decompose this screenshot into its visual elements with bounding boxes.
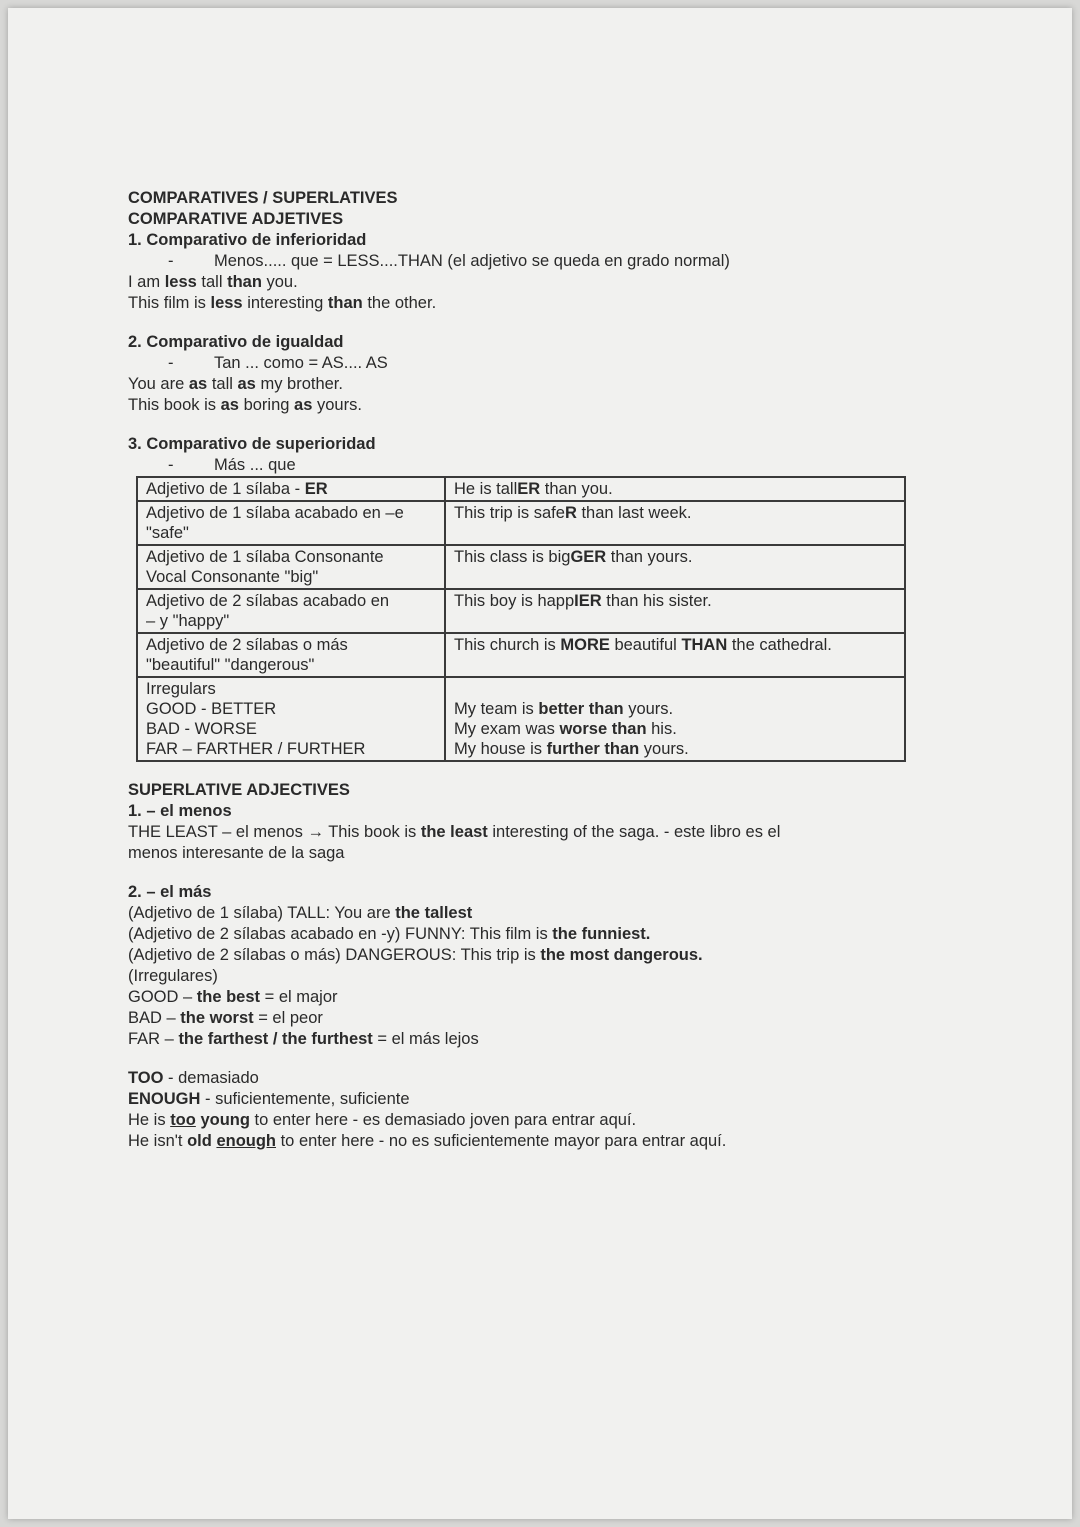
text: (Adjetivo de 1 sílaba) TALL: You are — [128, 904, 396, 922]
text: yours. — [623, 700, 674, 718]
irregular-superlative-2 — [128, 1008, 918, 1029]
bold-text: the best — [196, 988, 261, 1006]
text: = el más lejos — [372, 1030, 479, 1048]
text: - demasiado — [163, 1069, 259, 1087]
mas-line-1 — [128, 903, 918, 924]
text: THE LEAST – el menos → This book is — [128, 823, 421, 841]
text: This film is — [128, 294, 211, 312]
text: This book is — [128, 396, 221, 414]
bold-text: less — [210, 294, 243, 312]
text: boring — [238, 396, 295, 414]
text: My exam was — [454, 720, 560, 738]
rule-superioridad: - Más ... que — [168, 456, 296, 474]
text: Vocal Consonante "big" — [146, 568, 319, 586]
text: tall — [207, 375, 238, 393]
table-row — [137, 589, 905, 633]
example-igualdad-1 — [128, 374, 918, 395]
text: Adjetivo de 1 sílaba acabado en –e — [146, 504, 404, 522]
irregular-example-1 — [454, 699, 896, 719]
enough-definition — [128, 1089, 918, 1110]
bold-text: ENOUGH — [128, 1090, 201, 1108]
table-cell-example — [445, 589, 905, 633]
mas-line-3 — [128, 945, 918, 966]
rule-text: Tan ... como = AS.... AS — [214, 354, 388, 372]
text: my brother. — [255, 375, 343, 393]
comparative-table — [136, 476, 906, 762]
menos-line-2: menos interesante de la saga — [128, 844, 345, 862]
bold-text: ER — [304, 480, 328, 498]
rule-text: Más ... que — [214, 456, 296, 474]
bold-text: than — [327, 294, 363, 312]
text: He is — [128, 1111, 171, 1129]
bold-text: old — [187, 1132, 212, 1150]
text: you. — [261, 273, 298, 291]
irregulares-label: (Irregulares) — [128, 967, 218, 985]
irregular-example-2 — [454, 719, 896, 739]
text: than last week. — [576, 504, 692, 522]
bold-text: further than — [546, 740, 640, 758]
table-row — [137, 633, 905, 677]
bold-text: the tallest — [395, 904, 473, 922]
table-cell-rule — [137, 545, 445, 589]
text: "safe" — [146, 524, 189, 542]
table-cell-rule — [137, 589, 445, 633]
text: BAD – — [128, 1009, 181, 1027]
table-cell-example — [445, 501, 905, 545]
bold-text: as — [188, 375, 208, 393]
heading-el-menos: 1. – el menos — [128, 802, 232, 820]
table-cell-example — [445, 477, 905, 501]
bold-text: worse than — [559, 720, 647, 738]
bold-text: THAN — [681, 636, 728, 654]
bold-text: better than — [538, 700, 624, 718]
table-cell-example — [445, 677, 905, 761]
text: tall — [196, 273, 228, 291]
text: to enter here - no es suficientemente mayor para entrar aquí. — [276, 1132, 727, 1150]
rule-inferioridad: - Menos..... que = LESS....THAN (el adjetivo se queda en grado normal) — [168, 252, 730, 270]
underlined-bold-text: enough — [216, 1132, 277, 1150]
underlined-bold-text: too — [170, 1111, 196, 1129]
text: than his sister. — [601, 592, 712, 610]
example-igualdad-2 — [128, 395, 918, 416]
text: (Adjetivo de 2 sílabas o más) DANGEROUS: This trip is — [128, 946, 541, 964]
bold-text: TOO — [128, 1069, 164, 1087]
bold-text: ER — [517, 480, 541, 498]
table-row — [137, 477, 905, 501]
bold-text: than — [227, 273, 262, 291]
heading-superioridad: 3. Comparativo de superioridad — [128, 435, 376, 453]
rule-igualdad: - Tan ... como = AS.... AS — [168, 354, 388, 372]
bold-text: GER — [570, 548, 607, 566]
heading-el-mas: 2. – el más — [128, 883, 212, 901]
text: He is tall — [454, 480, 518, 498]
bold-text: as — [237, 375, 256, 393]
text: He isn't — [128, 1132, 188, 1150]
irregular-superlative-3 — [128, 1029, 918, 1050]
text: This trip is safe — [454, 504, 565, 522]
text: beautiful — [609, 636, 682, 654]
text: This class is big — [454, 548, 571, 566]
bold-text: the most dangerous. — [540, 946, 703, 964]
menos-line-1 — [128, 822, 918, 843]
text: Adjetivo de 1 sílaba - — [146, 480, 305, 498]
table-cell-rule — [137, 677, 445, 761]
too-example — [128, 1110, 918, 1131]
text: the other. — [362, 294, 437, 312]
text: BAD - WORSE — [146, 720, 257, 738]
table-cell-example — [445, 545, 905, 589]
table-cell-example — [445, 633, 905, 677]
mas-line-2 — [128, 924, 918, 945]
bold-text: as — [294, 396, 313, 414]
text: than you. — [540, 480, 613, 498]
text: My team is — [454, 700, 539, 718]
text: FAR – — [128, 1030, 179, 1048]
text: Adjetivo de 2 sílabas o más — [146, 636, 348, 654]
text: My house is — [454, 740, 547, 758]
bold-text: the farthest / the furthest — [178, 1030, 373, 1048]
text: = el peor — [253, 1009, 323, 1027]
bold-text: the funniest. — [552, 925, 651, 943]
text: (Adjetivo de 2 sílabas acabado en -y) FUNNY: This film is — [128, 925, 553, 943]
text: GOOD - BETTER — [146, 700, 277, 718]
text: GOOD – — [128, 988, 197, 1006]
document-content — [128, 188, 918, 1152]
bold-text: young — [200, 1111, 250, 1129]
text: This boy is happ — [454, 592, 575, 610]
table-cell-rule — [137, 501, 445, 545]
heading-igualdad: 2. Comparativo de igualdad — [128, 333, 344, 351]
bold-text: as — [220, 396, 239, 414]
text: "beautiful" "dangerous" — [146, 656, 315, 674]
text: FAR – FARTHER / FURTHER — [146, 740, 366, 758]
text: his. — [646, 720, 677, 738]
text: Irregulars — [146, 680, 216, 698]
table-row — [137, 545, 905, 589]
table-cell-rule — [137, 633, 445, 677]
section-title-comparative: COMPARATIVE ADJETIVES — [128, 210, 344, 228]
table-row-irregular — [137, 677, 905, 761]
text: - suficientemente, suficiente — [200, 1090, 410, 1108]
text: You are — [128, 375, 189, 393]
irregular-example-3 — [454, 739, 896, 759]
text: to enter here - es demasiado joven para entrar aquí. — [249, 1111, 637, 1129]
text: yours. — [312, 396, 362, 414]
too-definition — [128, 1068, 918, 1089]
section-title-superlative: SUPERLATIVE ADJECTIVES — [128, 781, 350, 799]
doc-title: COMPARATIVES / SUPERLATIVES — [128, 189, 398, 207]
table-cell-rule — [137, 477, 445, 501]
text: than yours. — [606, 548, 693, 566]
bold-text: MORE — [560, 636, 610, 654]
table-row — [137, 501, 905, 545]
text: = el major — [260, 988, 338, 1006]
text: Adjetivo de 2 sílabas acabado en — [146, 592, 390, 610]
text: yours. — [639, 740, 689, 758]
bold-text: the worst — [180, 1009, 254, 1027]
text: This church is — [454, 636, 561, 654]
example-inferioridad-2 — [128, 293, 918, 314]
text: – y "happy" — [146, 612, 230, 630]
text: the cathedral. — [727, 636, 832, 654]
bold-text: less — [164, 273, 197, 291]
bold-text: R — [564, 504, 577, 522]
text: interesting of the saga. - este libro es el — [487, 823, 781, 841]
irregular-superlative-1 — [128, 987, 918, 1008]
text: interesting — [242, 294, 328, 312]
document-sheet — [8, 8, 1072, 1519]
bold-text: the least — [420, 823, 488, 841]
bold-text: IER — [574, 592, 602, 610]
text: I am — [128, 273, 165, 291]
heading-inferioridad: 1. Comparativo de inferioridad — [128, 231, 367, 249]
example-inferioridad-1 — [128, 272, 918, 293]
rule-text: Menos..... que = LESS....THAN (el adjetivo se queda en grado normal) — [214, 252, 730, 270]
text: Adjetivo de 1 sílaba Consonante — [146, 548, 384, 566]
enough-example — [128, 1131, 918, 1152]
